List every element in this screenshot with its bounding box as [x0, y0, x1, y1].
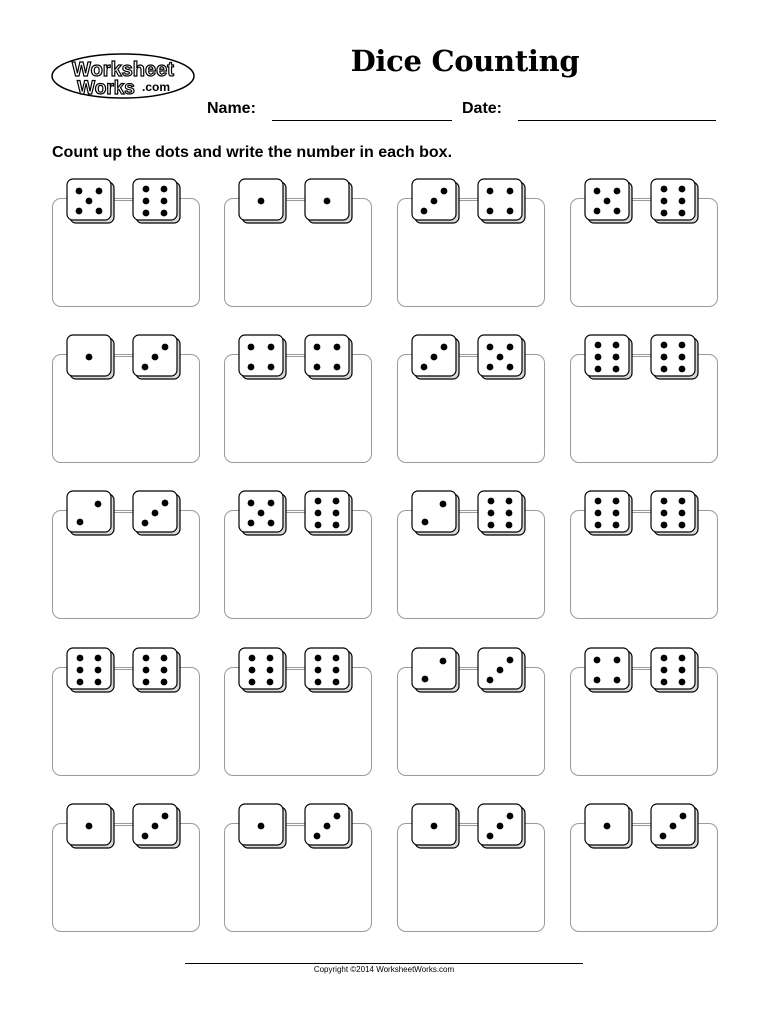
die-pip [161, 655, 168, 662]
die-pip [661, 342, 668, 349]
logo-text-suffix: .com [141, 80, 171, 94]
dice-connector [632, 200, 652, 201]
die-right-icon [132, 803, 182, 849]
die-pip [248, 364, 255, 371]
die-pip [95, 501, 102, 508]
dice-connector [459, 669, 479, 670]
die-left-icon [411, 178, 461, 224]
die-left-icon [584, 334, 634, 380]
logo-text-line2: Works [77, 78, 135, 99]
die-left-icon [66, 490, 116, 536]
dice-problem [570, 178, 720, 306]
dice-problem [397, 647, 547, 775]
die-left-icon [238, 334, 288, 380]
die-pip [613, 522, 620, 529]
die-pip [315, 510, 322, 517]
die-pip [613, 498, 620, 505]
die-pip [431, 823, 438, 830]
die-pip [661, 510, 668, 517]
dice-connector [632, 669, 652, 670]
die-pip [595, 522, 602, 529]
dice-problem [397, 490, 547, 618]
die-pip [333, 522, 340, 529]
die-right-icon [477, 490, 527, 536]
die-left-icon [411, 334, 461, 380]
logo-text-line1: Worksheet [72, 59, 174, 81]
dice-problem [570, 803, 720, 931]
dice-problem [52, 178, 202, 306]
die-pip [661, 679, 668, 686]
die-pip [161, 198, 168, 205]
die-pip [334, 344, 341, 351]
die-pip [679, 667, 686, 674]
die-pip [661, 198, 668, 205]
die-pip [324, 823, 331, 830]
die-pip [249, 679, 256, 686]
die-pip [95, 679, 102, 686]
dice-connector [459, 825, 479, 826]
die-pip [507, 364, 514, 371]
die-pip [679, 198, 686, 205]
die-pip [268, 500, 275, 507]
die-right-icon [477, 803, 527, 849]
die-pip [613, 510, 620, 517]
die-pip [86, 823, 93, 830]
die-right-icon [650, 647, 700, 693]
die-pip [333, 510, 340, 517]
die-pip [152, 354, 159, 361]
die-pip [77, 667, 84, 674]
die-pip [679, 498, 686, 505]
page-title: Dice Counting [350, 44, 580, 78]
die-pip [86, 354, 93, 361]
die-left-icon [411, 647, 461, 693]
die-pip [162, 500, 169, 507]
dice-problem [224, 647, 374, 775]
die-pip [95, 667, 102, 674]
dice-problem [52, 647, 202, 775]
die-pip [267, 667, 274, 674]
dice-problem [52, 334, 202, 462]
dice-problem [397, 803, 547, 931]
die-pip [152, 510, 159, 517]
die-pip [506, 522, 513, 529]
die-pip [315, 498, 322, 505]
die-left-icon [584, 647, 634, 693]
dice-connector [632, 825, 652, 826]
die-pip [487, 208, 494, 215]
die-right-icon [477, 178, 527, 224]
die-pip [77, 679, 84, 686]
die-pip [249, 667, 256, 674]
die-right-icon [650, 334, 700, 380]
die-pip [613, 366, 620, 373]
die-pip [248, 500, 255, 507]
die-pip [441, 344, 448, 351]
dice-problem [570, 647, 720, 775]
date-label: Date: [462, 100, 503, 117]
die-pip [679, 679, 686, 686]
die-pip [161, 186, 168, 193]
die-pip [142, 833, 149, 840]
die-right-icon [304, 334, 354, 380]
die-pip [594, 208, 601, 215]
die-pip [679, 354, 686, 361]
die-pip [604, 823, 611, 830]
dice-connector [114, 356, 134, 357]
die-pip [487, 188, 494, 195]
dice-connector [286, 669, 306, 670]
die-pip [497, 667, 504, 674]
die-pip [142, 364, 149, 371]
die-right-icon [304, 803, 354, 849]
dice-problem [52, 803, 202, 931]
die-pip [267, 655, 274, 662]
die-pip [431, 354, 438, 361]
die-pip [143, 679, 150, 686]
die-pip [594, 677, 601, 684]
dice-connector [286, 512, 306, 513]
die-pip [249, 655, 256, 662]
die-left-icon [238, 803, 288, 849]
dice-connector [286, 825, 306, 826]
die-pip [440, 501, 447, 508]
die-pip [143, 667, 150, 674]
dice-connector [286, 356, 306, 357]
dice-connector [286, 200, 306, 201]
die-pip [333, 667, 340, 674]
die-left-icon [66, 647, 116, 693]
die-pip [333, 679, 340, 686]
dice-problem [224, 334, 374, 462]
dice-connector [459, 512, 479, 513]
die-pip [497, 354, 504, 361]
dice-problem [52, 490, 202, 618]
die-right-icon [304, 647, 354, 693]
die-pip [315, 679, 322, 686]
die-right-icon [132, 178, 182, 224]
die-right-icon [132, 647, 182, 693]
name-field-line[interactable] [272, 120, 452, 121]
die-pip [595, 366, 602, 373]
die-pip [162, 813, 169, 820]
dice-problem [397, 334, 547, 462]
die-pip [488, 510, 495, 517]
die-pip [161, 210, 168, 217]
die-pip [314, 364, 321, 371]
dice-problem [224, 490, 374, 618]
die-right-icon [304, 178, 354, 224]
dice-problem [224, 803, 374, 931]
dice-connector [459, 200, 479, 201]
die-pip [161, 667, 168, 674]
die-pip [96, 188, 103, 195]
dice-connector [114, 200, 134, 201]
die-pip [679, 522, 686, 529]
die-pip [334, 813, 341, 820]
die-pip [679, 210, 686, 217]
die-pip [314, 344, 321, 351]
die-left-icon [238, 647, 288, 693]
die-pip [670, 823, 677, 830]
die-pip [421, 208, 428, 215]
die-pip [268, 364, 275, 371]
die-pip [488, 522, 495, 529]
die-pip [422, 519, 429, 526]
die-pip [661, 354, 668, 361]
instructions: Count up the dots and write the number in each box. [52, 144, 453, 161]
die-pip [315, 667, 322, 674]
die-pip [248, 520, 255, 527]
die-pip [96, 208, 103, 215]
die-left-icon [238, 490, 288, 536]
dice-problem [570, 490, 720, 618]
die-right-icon [477, 647, 527, 693]
die-pip [77, 655, 84, 662]
die-left-icon [411, 803, 461, 849]
die-pip [661, 522, 668, 529]
die-pip [268, 520, 275, 527]
die-pip [497, 823, 504, 830]
dice-connector [632, 356, 652, 357]
die-pip [679, 510, 686, 517]
die-pip [161, 679, 168, 686]
die-pip [162, 344, 169, 351]
die-right-icon [477, 334, 527, 380]
die-left-icon [584, 490, 634, 536]
die-pip [315, 655, 322, 662]
die-left-icon [66, 803, 116, 849]
die-right-icon [650, 803, 700, 849]
die-pip [679, 655, 686, 662]
die-pip [143, 210, 150, 217]
die-pip [595, 342, 602, 349]
die-pip [507, 344, 514, 351]
die-pip [334, 364, 341, 371]
die-right-icon [304, 490, 354, 536]
die-pip [595, 510, 602, 517]
date-field-line[interactable] [518, 120, 716, 121]
die-pip [680, 813, 687, 820]
die-right-icon [650, 178, 700, 224]
die-pip [441, 188, 448, 195]
die-pip [258, 198, 265, 205]
die-pip [679, 342, 686, 349]
die-pip [487, 833, 494, 840]
die-pip [421, 364, 428, 371]
die-pip [661, 498, 668, 505]
die-left-icon [66, 178, 116, 224]
die-left-icon [584, 803, 634, 849]
die-pip [324, 198, 331, 205]
die-pip [661, 667, 668, 674]
die-pip [660, 833, 667, 840]
die-pip [506, 498, 513, 505]
die-pip [333, 498, 340, 505]
die-pip [614, 188, 621, 195]
die-pip [258, 823, 265, 830]
die-pip [594, 188, 601, 195]
die-pip [314, 833, 321, 840]
die-pip [76, 208, 83, 215]
die-pip [440, 658, 447, 665]
die-pip [661, 366, 668, 373]
die-right-icon [650, 490, 700, 536]
die-pip [487, 344, 494, 351]
die-pip [679, 366, 686, 373]
die-pip [507, 188, 514, 195]
die-pip [248, 344, 255, 351]
die-pip [595, 498, 602, 505]
dice-problem [570, 334, 720, 462]
die-pip [76, 188, 83, 195]
die-pip [661, 655, 668, 662]
die-pip [333, 655, 340, 662]
dice-connector [114, 669, 134, 670]
dice-problem [397, 178, 547, 306]
die-pip [614, 208, 621, 215]
die-pip [507, 657, 514, 664]
die-left-icon [411, 490, 461, 536]
die-pip [267, 679, 274, 686]
die-pip [613, 354, 620, 361]
die-pip [488, 498, 495, 505]
die-left-icon [238, 178, 288, 224]
die-pip [661, 186, 668, 193]
name-label: Name: [207, 100, 256, 117]
die-pip [487, 364, 494, 371]
footer-divider [185, 963, 583, 964]
die-pip [95, 655, 102, 662]
die-pip [315, 522, 322, 529]
die-pip [679, 186, 686, 193]
worksheetworks-logo [50, 52, 196, 100]
die-pip [661, 210, 668, 217]
die-right-icon [132, 490, 182, 536]
die-pip [152, 823, 159, 830]
die-pip [143, 186, 150, 193]
die-pip [614, 657, 621, 664]
dice-connector [459, 356, 479, 357]
die-pip [142, 520, 149, 527]
die-pip [143, 655, 150, 662]
die-pip [143, 198, 150, 205]
die-pip [614, 677, 621, 684]
dice-connector [632, 512, 652, 513]
die-left-icon [584, 178, 634, 224]
die-pip [268, 344, 275, 351]
die-pip [507, 813, 514, 820]
die-pip [506, 510, 513, 517]
dice-connector [114, 825, 134, 826]
die-left-icon [66, 334, 116, 380]
die-pip [487, 677, 494, 684]
die-pip [422, 676, 429, 683]
footer-copyright: Copyright ©2014 WorksheetWorks.com [313, 965, 455, 974]
die-pip [604, 198, 611, 205]
die-pip [77, 519, 84, 526]
die-pip [594, 657, 601, 664]
die-pip [258, 510, 265, 517]
die-pip [431, 198, 438, 205]
dice-problem [224, 178, 374, 306]
die-pip [507, 208, 514, 215]
die-right-icon [132, 334, 182, 380]
dice-connector [114, 512, 134, 513]
die-pip [595, 354, 602, 361]
die-pip [86, 198, 93, 205]
die-pip [613, 342, 620, 349]
